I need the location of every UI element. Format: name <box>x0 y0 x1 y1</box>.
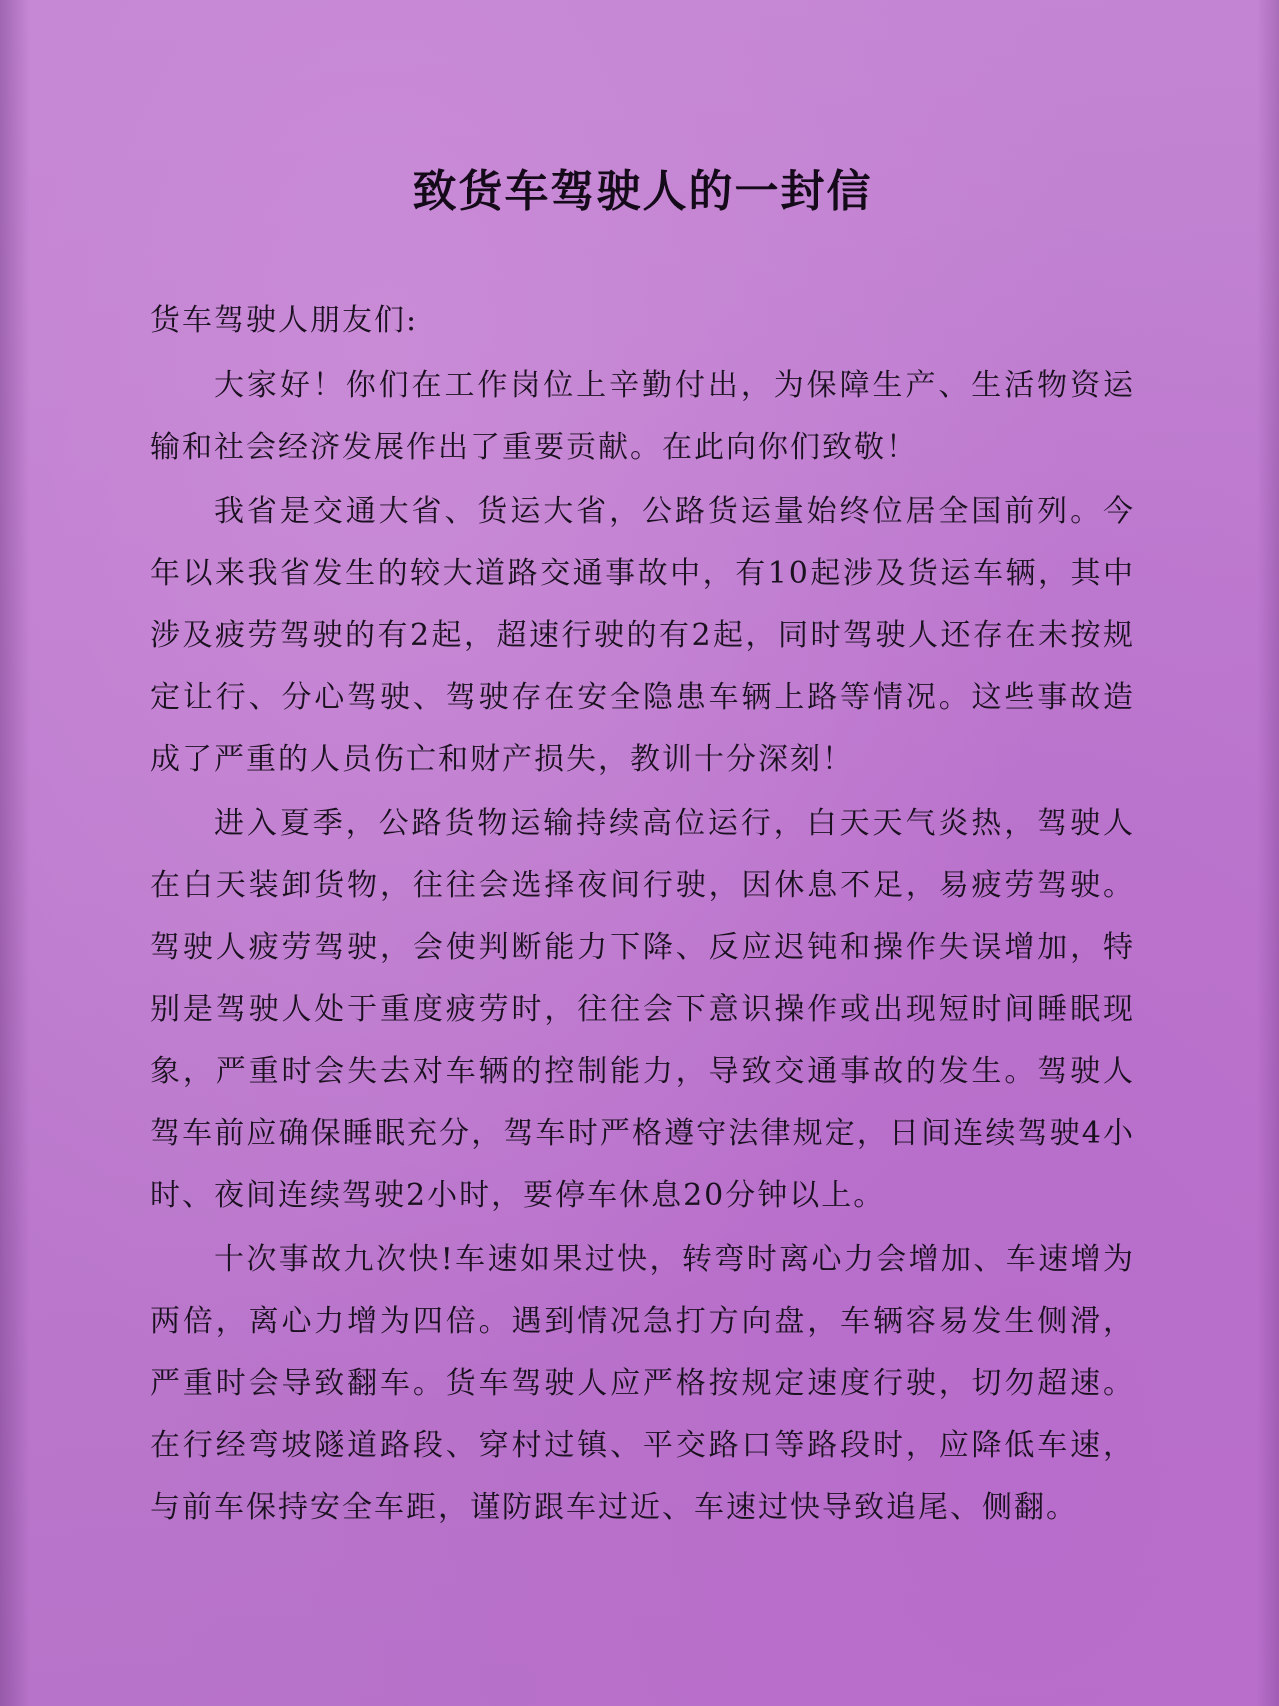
right-edge-shadow <box>1257 0 1279 1706</box>
letter-title: 致货车驾驶人的一封信 <box>412 166 873 217</box>
letter-body <box>150 155 1135 1541</box>
paragraph-fatigue-driving: 进入夏季，公路货物运输持续高位运行，白天天气炎热，驾驶人在白天装卸货物，往往会选择夜间行驶，因休息不足，易疲劳驾驶。驾驶人疲劳驾驶，会使判断能力下降、反应迟钝和操作失误增加，特别是驾驶人处于重度疲劳时，往往会下意识操作或出现短时间睡眠现象，严重时会失去对车辆的控制能力，导致交通事故的发生。驾驶人驾车前应确保睡眠充分，驾车时严格遵守法律规定，日间连续驾驶4小时、夜间连续驾驶2小时，要停车休息20分钟以上。 <box>150 806 1135 1213</box>
paragraph-accident-statistics: 我省是交通大省、货运大省，公路货运量始终位居全国前列。今年以来我省发生的较大道路交通事故中，有10起涉及货运车辆，其中涉及疲劳驾驶的有2起，超速行驶的有2起，同时驾驶人还存在未按规定让行、分心驾驶、驾驶存在安全隐患车辆上路等情况。这些事故造成了严重的人员伤亡和财产损失，教训十分深刻！ <box>150 494 1135 777</box>
paragraph-greeting: 大家好！你们在工作岗位上辛勤付出，为保障生产、生活物资运输和社会经济发展作出了重要贡献。在此向你们致敬！ <box>150 368 1135 465</box>
left-edge-shadow <box>0 0 30 1706</box>
paragraph-speeding: 十次事故九次快!车速如果过快，转弯时离心力会增加、车速增为两倍，离心力增为四倍。遇到情况急打方向盘，车辆容易发生侧滑，严重时会导致翻车。货车驾驶人应严格按规定速度行驶，切勿超速。在行经弯坡隧道路段、穿村过镇、平交路口等路段时，应降低车速，与前车保持安全车距，谨防跟车过近、车速过快导致追尾、侧翻。 <box>150 1242 1135 1525</box>
letter-salutation: 货车驾驶人朋友们: <box>150 303 419 338</box>
